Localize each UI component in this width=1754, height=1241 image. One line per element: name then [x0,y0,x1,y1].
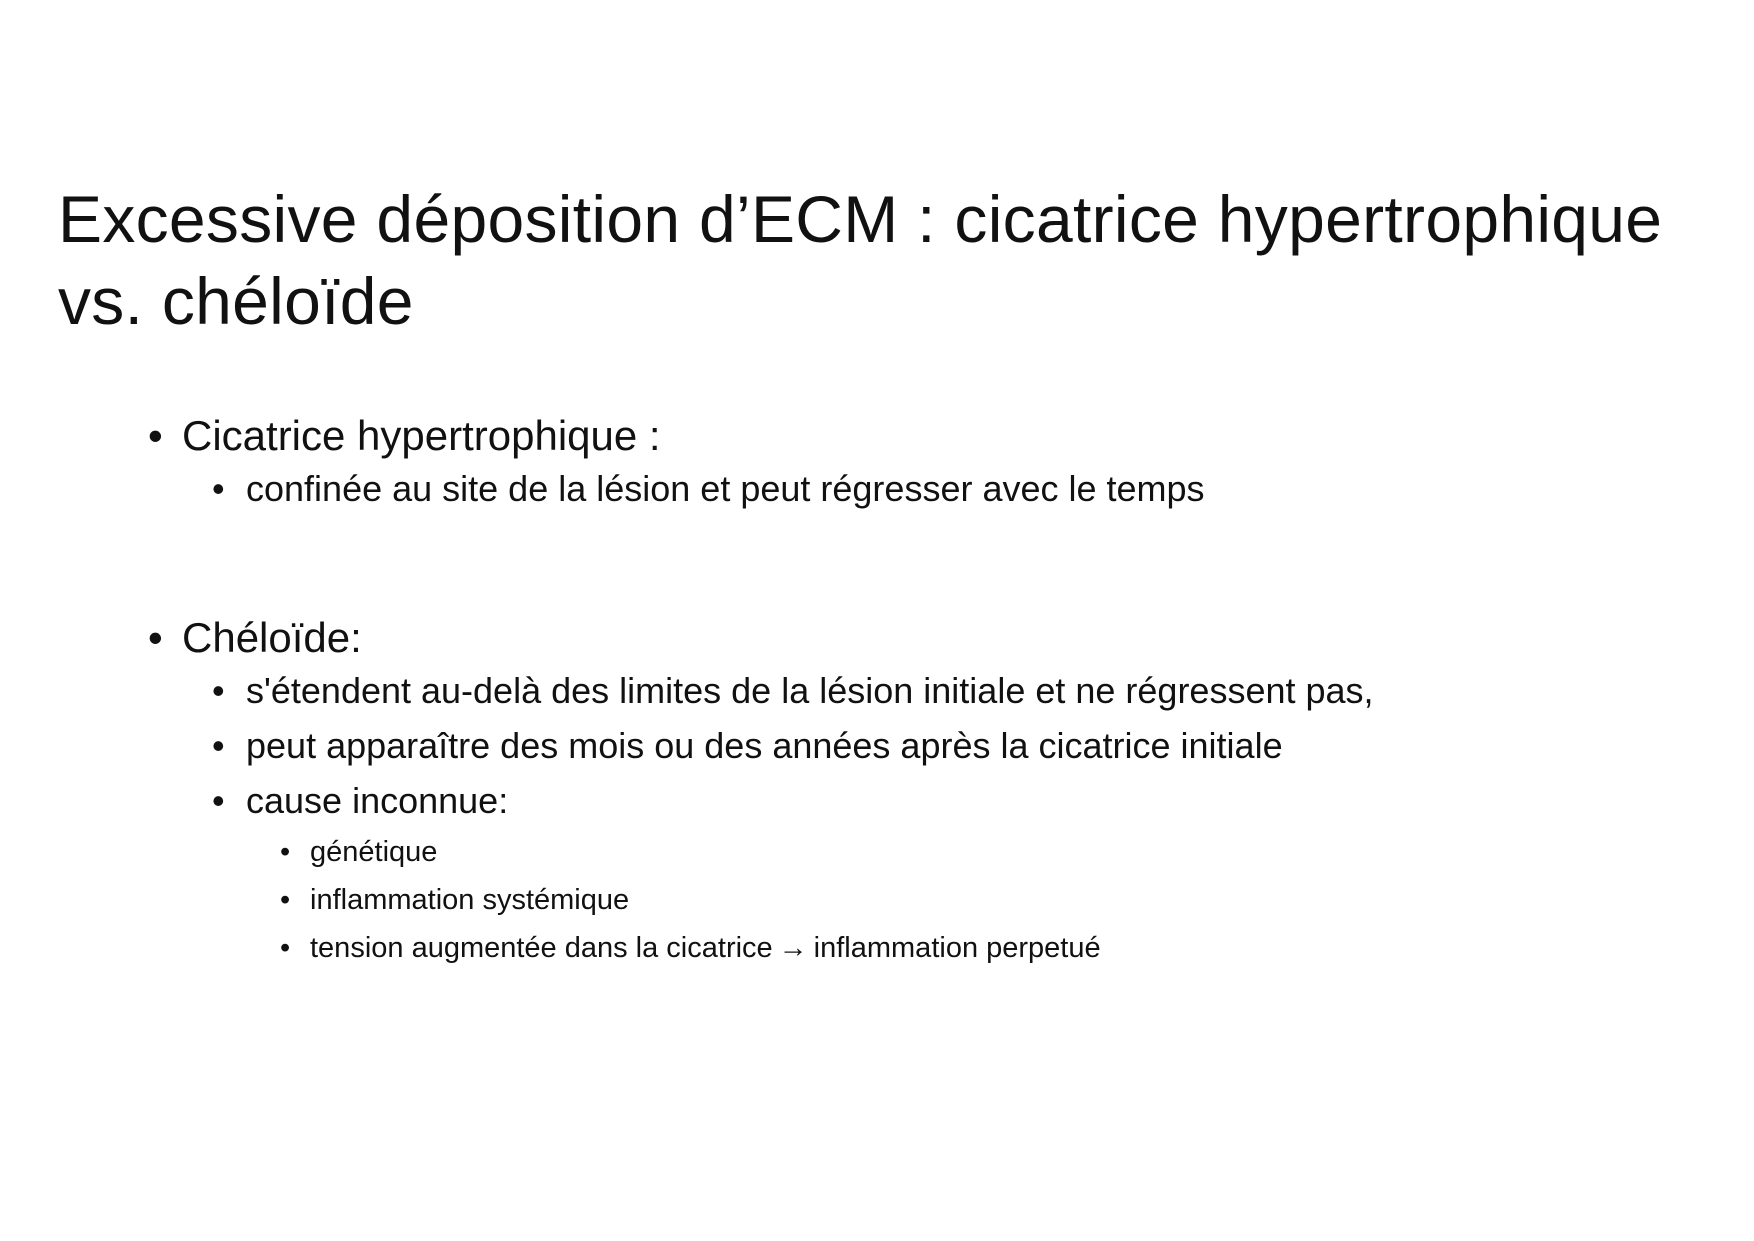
slide-title: Excessive déposition d’ECM : cicatrice hypertrophique vs. chéloïde [58,182,1663,338]
bullet-dot: • [212,468,225,509]
bullet-dot: • [148,412,163,459]
bullet-dot: • [148,614,163,661]
bullet-text: Chéloïde: [182,614,362,661]
sub-bullet [212,670,1374,712]
bullet-dot: • [212,780,225,821]
sub-bullet [212,780,508,822]
bullet-dot: • [280,932,291,964]
bullet-keloid [148,614,362,662]
sub-sub-bullet [280,932,1101,965]
sub-sub-bullet [280,836,437,869]
bullet-dot: • [212,670,225,711]
bullet-dot: • [280,884,291,916]
sub-bullet [212,468,1205,510]
arrow-right-icon: → [778,932,808,964]
sub-bullet [212,725,1283,767]
sub-sub-bullet [280,884,629,917]
bullet-text: cause inconnue: [246,780,509,821]
bullet-text: confinée au site de la lésion et peut régresser avec le temps [246,468,1205,509]
bullet-hypertrophic-scar [148,412,661,460]
bullet-text: s'étendent au-delà des limites de la lésion initiale et ne régressent pas, [246,670,1374,711]
bullet-text: inflammation systémique [310,884,630,916]
bullet-text: tension augmentée dans la cicatrice [310,932,773,964]
bullet-dot: • [280,836,291,868]
bullet-text: Cicatrice hypertrophique : [182,412,661,459]
bullet-text: génétique [310,836,438,868]
bullet-text: peut apparaître des mois ou des années après la cicatrice initiale [246,725,1283,766]
bullet-text: inflammation perpetué [813,932,1101,964]
bullet-dot: • [212,725,225,766]
